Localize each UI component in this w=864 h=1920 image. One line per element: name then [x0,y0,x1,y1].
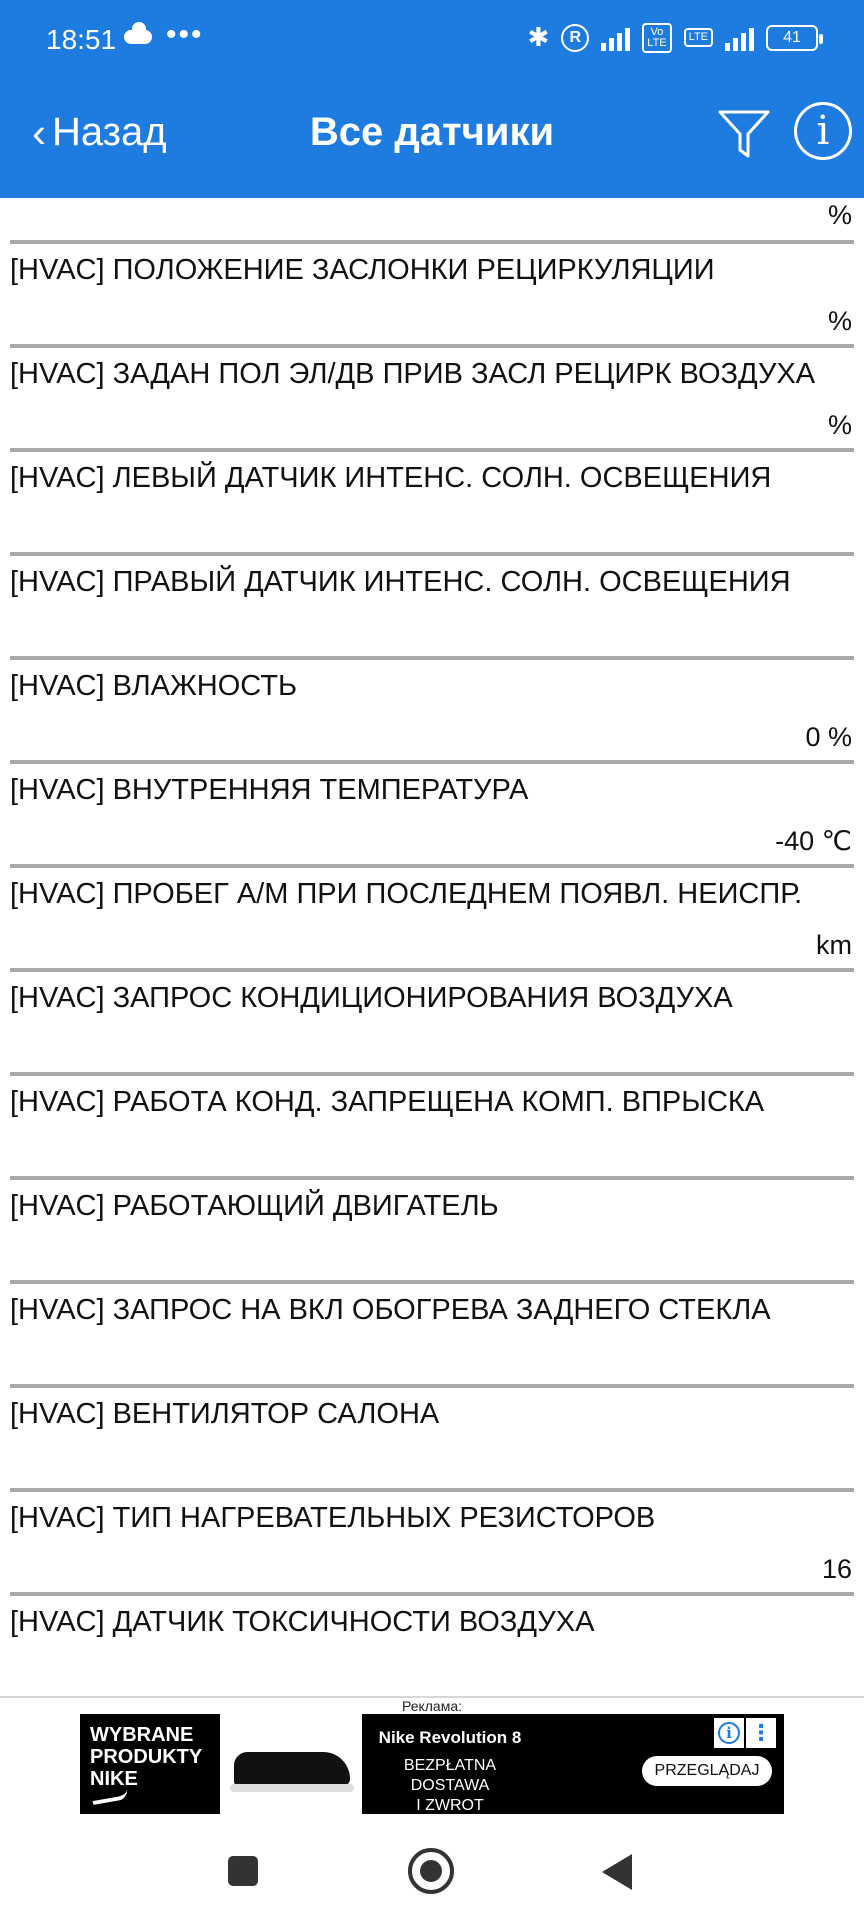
sensor-value: % [827,410,852,440]
info-icon[interactable]: i [794,102,852,160]
app-header [0,0,864,198]
sensor-item[interactable] [0,764,864,868]
page-title: Все датчики [309,110,555,154]
sensor-label: [HVAC] ВНУТРЕННЯЯ ТЕМПЕРАТУРА [10,774,529,806]
cloud-icon [124,30,152,44]
more-notifications-icon: ••• [166,18,204,51]
roaming-icon: R [561,24,589,52]
sensor-item[interactable] [0,660,864,764]
sensor-item[interactable] [0,1076,864,1180]
sensor-item[interactable] [0,1492,864,1596]
sensor-value: km [816,930,852,960]
sensor-label: [HVAC] ПОЛОЖЕНИЕ ЗАСЛОНКИ РЕЦИРКУЛЯЦИИ [10,254,715,286]
sensor-label: [HVAC] ЗАДАН ПОЛ ЭЛ/ДВ ПРИВ ЗАСЛ РЕЦИРК ВОЗДУХА [10,358,816,390]
sensor-item[interactable] [0,1596,864,1698]
lte-icon: LTE [684,28,713,47]
ad-banner[interactable] [80,1714,784,1814]
sensor-item[interactable] [0,556,864,660]
sensor-item[interactable] [0,868,864,972]
back-label: Назад [52,110,167,154]
sensor-item[interactable] [0,244,864,348]
chevron-left-icon: ‹ [32,108,46,156]
sensor-label: [HVAC] ВЕНТИЛЯТОР САЛОНА [10,1398,440,1430]
sensor-label: [HVAC] ПРАВЫЙ ДАТЧИК ИНТЕНС. СОЛН. ОСВЕЩЕНИЯ [10,566,791,598]
sensor-value: -40 ℃ [775,826,852,856]
sensor-item[interactable] [0,1180,864,1284]
sensor-item[interactable] [0,452,864,556]
ad-subtitle: BEZPŁATNA DOSTAWA I ZWROT [403,1757,497,1814]
signal-2-icon [725,25,754,51]
ad-product-image [220,1714,362,1814]
recent-apps-icon[interactable] [228,1856,258,1886]
ad-label: Реклама: [401,1698,463,1714]
ad-info-glyph: i [718,1722,740,1744]
sensor-label: [HVAC] ВЛАЖНОСТЬ [10,670,297,702]
partial-item-unit: % [827,200,852,230]
sensor-value: 16 [821,1554,852,1584]
shoe-shape [234,1752,350,1786]
shoe-sole [230,1784,354,1792]
sensor-label: [HVAC] ЗАПРОС НА ВКЛ ОБОГРЕВА ЗАДНЕГО СТЕКЛА [10,1294,771,1326]
status-icons [527,22,818,53]
status-bar [0,0,864,80]
sensor-label: [HVAC] ЛЕВЫЙ ДАТЧИК ИНТЕНС. СОЛН. ОСВЕЩЕНИЯ [10,462,772,494]
system-nav-bar [0,1820,864,1920]
ad-info-icon[interactable] [714,1718,744,1748]
status-time: 18:51 [46,24,117,55]
ad-cta-button[interactable]: PRZEGLĄDAJ [642,1756,772,1786]
back-triangle-icon[interactable] [602,1854,632,1890]
nike-logo-icon [91,1789,128,1805]
ad-brand-text: WYBRANE PRODUKTY NIKE [90,1724,203,1790]
sensor-label: [HVAC] ПРОБЕГ А/М ПРИ ПОСЛЕДНЕМ ПОЯВЛ. НЕИСПР. [10,878,803,910]
volte-icon: Vo LTE [642,23,671,53]
sensor-list[interactable] [0,198,864,1698]
ad-product-title: Nike Revolution 8 [378,1728,522,1747]
sensor-item[interactable] [0,1284,864,1388]
bluetooth-icon: ✱ [527,22,550,52]
signal-icon [601,25,630,51]
sensor-item[interactable] [0,348,864,452]
app-bar [0,80,864,198]
sensor-value: % [827,306,852,336]
sensor-value: 0 % [805,722,852,752]
battery-icon: 41 [766,25,818,51]
ad-more-icon[interactable]: ⋮ [746,1718,776,1748]
sensor-item[interactable] [0,1388,864,1492]
sensor-label: [HVAC] ТИП НАГРЕВАТЕЛЬНЫХ РЕЗИСТОРОВ [10,1502,656,1534]
sensor-label: [HVAC] РАБОТА КОНД. ЗАПРЕЩЕНА КОМП. ВПРЫСКА [10,1086,765,1118]
sensor-label: [HVAC] ДАТЧИК ТОКСИЧНОСТИ ВОЗДУХА [10,1606,595,1638]
sensor-item[interactable] [0,972,864,1076]
sensor-label: [HVAC] ЗАПРОС КОНДИЦИОНИРОВАНИЯ ВОЗДУХА [10,982,733,1014]
filter-icon[interactable] [716,106,772,162]
sensor-label: [HVAC] РАБОТАЮЩИЙ ДВИГАТЕЛЬ [10,1190,499,1222]
home-icon[interactable] [408,1848,454,1894]
